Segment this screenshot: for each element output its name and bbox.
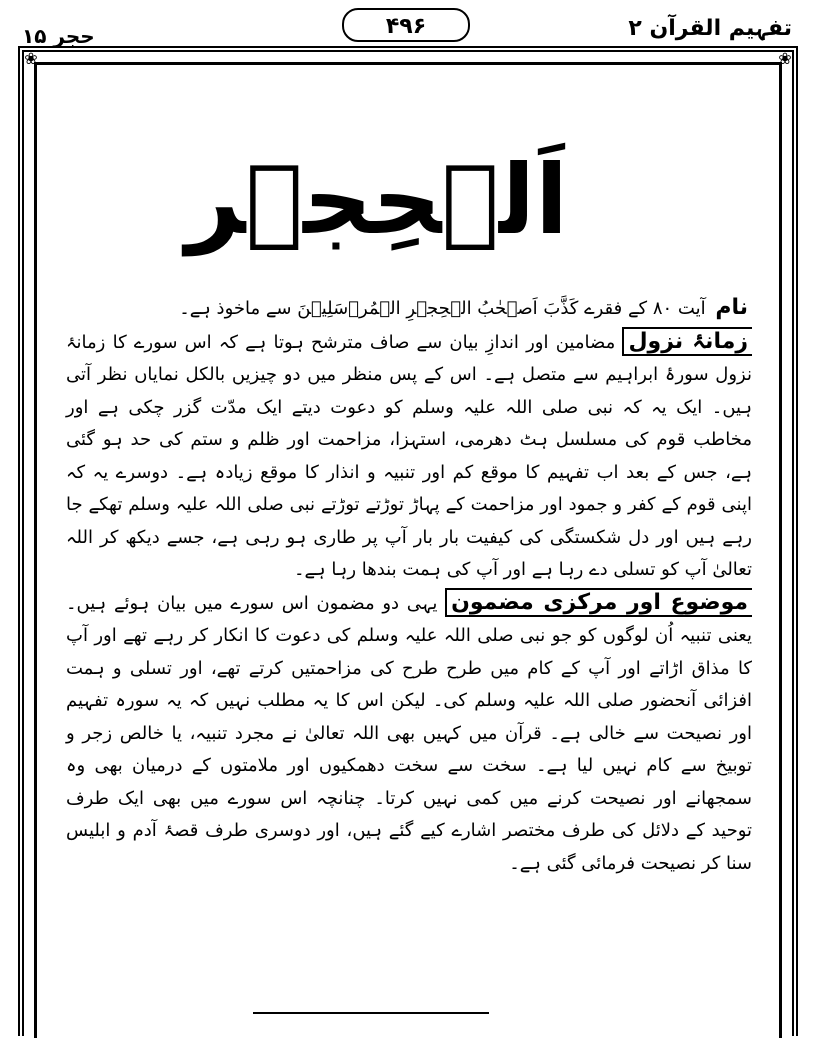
page-content xyxy=(66,292,752,880)
chapter-reference: حجر ۱۵ xyxy=(22,24,95,48)
section-heading: زمانۂ نزول xyxy=(622,327,752,356)
page-number-badge: ۴۹۶ xyxy=(342,8,470,42)
corner-ornament-icon: ❀ xyxy=(778,49,792,68)
section-name xyxy=(66,292,752,326)
section-heading: نام xyxy=(715,295,748,320)
running-head xyxy=(0,8,816,48)
section-text: آیت ۸۰ کے فقرے كَذَّبَ اَصۡحٰبُ الۡحِجۡرِ الۡمُرۡسَلِيۡنَ سے ماخوذ ہے۔ xyxy=(179,298,706,319)
section-heading: موضوع اور مرکزی مضمون xyxy=(445,588,752,617)
section-text: یہی دو مضمون اس سورے میں بیان ہوئے ہیں۔ یعنی تنبیہ اُن لوگوں کو جو نبی صلی اللہ علیہ وسلم کی دعوت کا انکار کر رہے تھے اور آپ کا مذاق اڑاتے اور آپ کے کام میں طرح طرح کی مزاحمتیں کرتے تھے، اور تسلی و ہمت افزائی آنحضور صلی اللہ علیہ وسلم کی۔ لیکن اس کا یہ مطلب نہیں کہ یہ سورہ تفہیم اور نصیحت سے خالی ہے۔ قرآن میں کہیں بھی اللہ تعالیٰ نے مجرد تنبیہ، یا خالص زجر و توبیخ سے کام نہیں لیا ہے۔ سخت سے سخت دھمکیوں اور ملامتوں کے درمیان بھی وہ سمجھانے اور نصیحت کرنے میں کمی نہیں کرتا۔ چنانچہ اس سورے میں بھی ایک طرف توحید کے دلائل کی طرف مختصر اشارے کیے گئے ہیں، اور دوسری طرف قصۂ آدم و ابلیس سنا کر نصیحت فرمائی گئی ہے۔ xyxy=(66,592,752,874)
section-subject xyxy=(66,587,752,881)
corner-ornament-icon: ❀ xyxy=(24,49,38,68)
surah-title: اَلۡحِجۡر xyxy=(185,144,568,256)
section-text: مضامین اور اندازِ بیان سے صاف مترشح ہوتا ہے کہ اس سورے کا زمانۂ نزول سورۂ ابراہیم سے متصل ہے۔ اس کے پس منظر میں دو چیزیں بالکل نمایاں نظر آتی ہیں۔ ایک یہ کہ نبی صلی اللہ علیہ وسلم کو دعوت دیتے ایک مدّت گزر چکی ہے اور مخاطب قوم کی مسلسل ہٹ دھرمی، استہزا، مزاحمت اور ظلم و ستم کی حد ہو گئی ہے، جس کے بعد اب تفہیم کا موقع کم اور تنبیہ و انذار کا موقع زیادہ ہے۔ دوسرے یہ کہ اپنی قوم کے کفر و جمود اور مزاحمت کے پہاڑ توڑتے توڑتے نبی صلی اللہ علیہ وسلم تھکے جا رہے ہیں اور دل شکستگی کی کیفیت بار بار آپ پر طاری ہو رہی ہے، جسے دیکھ کر اللہ تعالیٰ آپ کو تسلی دے رہا ہے اور آپ کی ہمت بندھا رہا ہے۔ xyxy=(66,331,752,580)
footer-divider xyxy=(253,1012,489,1014)
book-title: تفہیم القرآن ۲ xyxy=(628,16,792,41)
section-revelation-period xyxy=(66,326,752,587)
